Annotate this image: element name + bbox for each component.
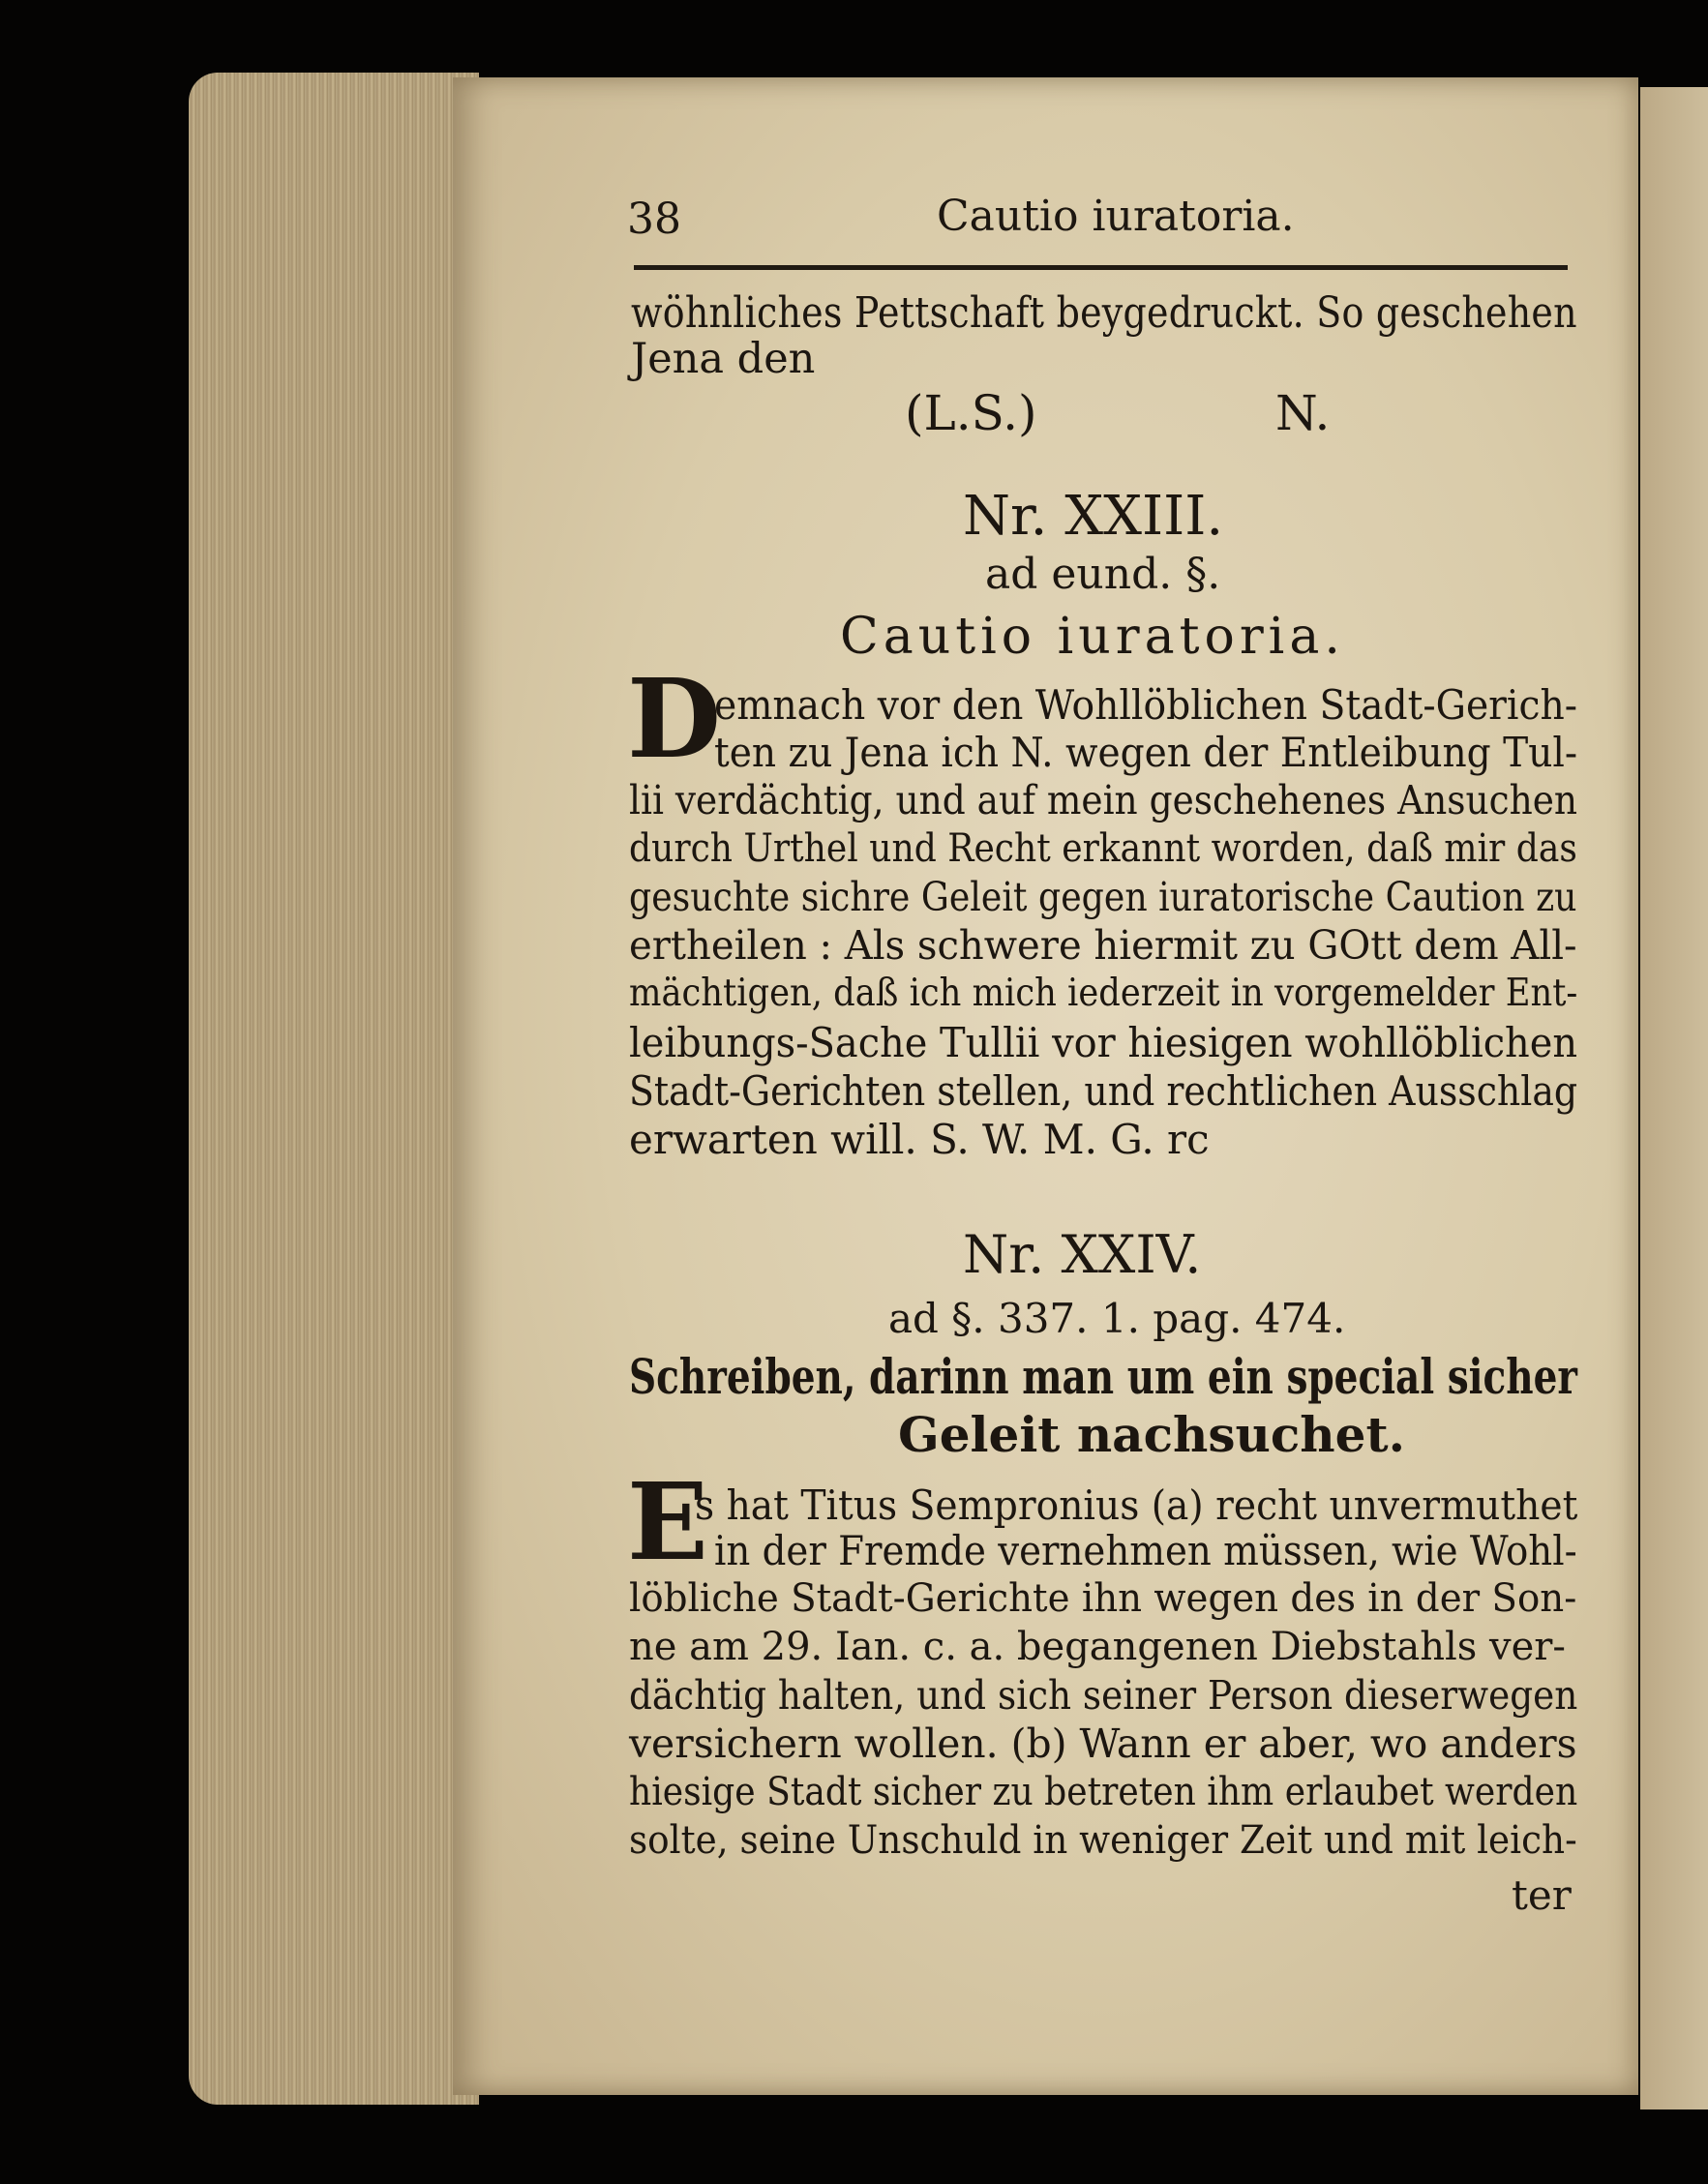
drop-cap-e: E bbox=[627, 1459, 708, 1584]
section-24-title-2: Geleit nachsuchet. bbox=[898, 1406, 1405, 1463]
section-24-title-1: Schreiben, darinn man um ein special sicher bbox=[629, 1348, 1577, 1405]
section-24-line-2: in der Fremde vernehmen müssen, wie Wohl- bbox=[714, 1527, 1577, 1574]
seal-mark: (L.S.) bbox=[905, 385, 1037, 441]
section-23-number: Nr. XXIII. bbox=[963, 485, 1224, 548]
section-24-line-1: s hat Titus Sempronius (a) recht unvermuthet bbox=[695, 1481, 1578, 1529]
section-23-line-9: Stadt-Gerichten stellen, und rechtlichen Ausschlag bbox=[629, 1067, 1578, 1115]
closing-line-1: wöhnliches Pettschaft beygedruckt. So geschehen bbox=[631, 288, 1577, 338]
section-24-line-3: löbliche Stadt-Gerichte ihn wegen des in der Son- bbox=[629, 1576, 1577, 1621]
page-edges bbox=[189, 73, 479, 2105]
facing-page-edge bbox=[1640, 87, 1708, 2109]
signatory: N. bbox=[1275, 385, 1331, 441]
section-24-line-6: versichern wollen. (b) Wann er aber, wo anders bbox=[629, 1720, 1577, 1767]
section-23-line-2: ten zu Jena ich N. wegen der Entleibung Tul- bbox=[714, 729, 1578, 776]
section-23-line-7: mächtigen, daß ich mich iederzeit in vorgemelder Ent- bbox=[629, 972, 1578, 1015]
section-23-line-3: lii verdächtig, und auf mein geschehenes Ansuchen bbox=[629, 777, 1578, 823]
catchword: ter bbox=[1512, 1871, 1572, 1919]
section-23-line-10: erwarten will. S. W. M. G. rc bbox=[629, 1116, 1210, 1163]
drop-cap-d: D bbox=[627, 656, 722, 783]
section-23-reference: ad eund. §. bbox=[985, 550, 1221, 599]
section-23-line-6: ertheilen : Als schwere hiermit zu GOtt dem All- bbox=[629, 922, 1577, 969]
section-23-line-8: leibungs-Sache Tullii vor hiesigen wohllöblichen bbox=[629, 1019, 1578, 1066]
section-24-line-7: hiesige Stadt sicher zu betreten ihm erlaubet werden bbox=[629, 1770, 1578, 1814]
section-24-number: Nr. XXIV. bbox=[963, 1224, 1202, 1285]
header-rule bbox=[634, 265, 1568, 270]
section-23-title: Cautio iuratoria. bbox=[840, 608, 1345, 666]
section-23-line-4: durch Urthel und Recht erkannt worden, daß mir das bbox=[629, 826, 1577, 871]
section-24-reference: ad §. 337. 1. pag. 474. bbox=[888, 1295, 1346, 1342]
section-24-line-5: dächtig halten, und sich seiner Person dieserwegen bbox=[629, 1672, 1578, 1719]
closing-line-2: Jena den bbox=[631, 335, 816, 383]
section-23-line-5: gesuchte sichre Geleit gegen iuratorische Caution zu bbox=[629, 874, 1577, 920]
section-23-line-1: emnach vor den Wohllöblichen Stadt-Gerich- bbox=[714, 681, 1577, 729]
page-number: 38 bbox=[627, 194, 681, 244]
section-24-line-8: solte, seine Unschuld in weniger Zeit und mit leich- bbox=[629, 1818, 1577, 1863]
section-24-line-4: ne am 29. Ian. c. a. begangenen Diebstahls ver- bbox=[629, 1625, 1566, 1669]
running-title: Cautio iuratoria. bbox=[937, 192, 1295, 241]
